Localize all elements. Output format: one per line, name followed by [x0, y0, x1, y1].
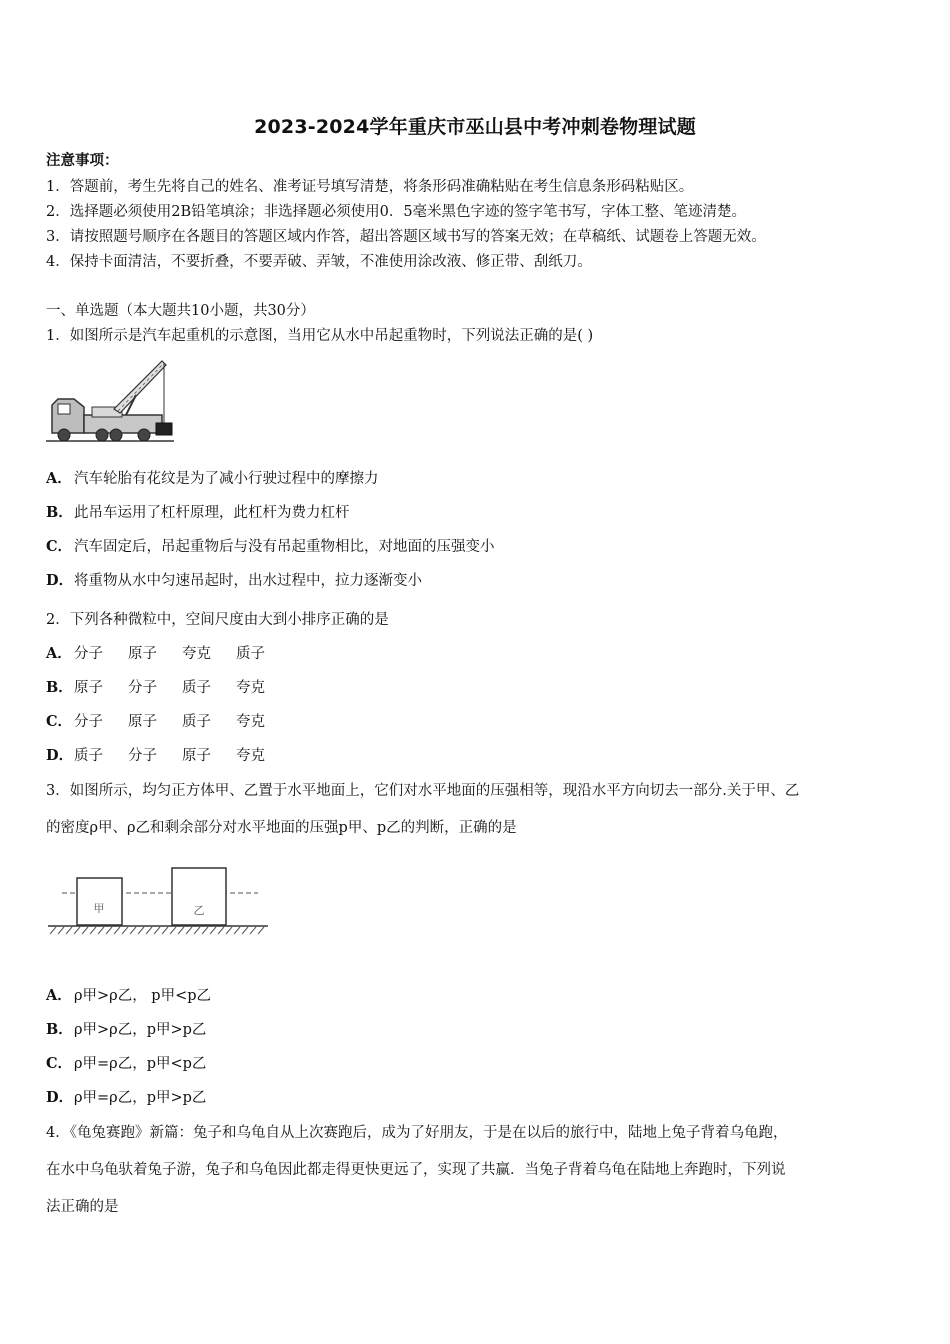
question-3-option-d[interactable] [46, 1088, 206, 1108]
question-2-stem: 2．下列各种微粒中，空间尺度由大到小排序正确的是 [46, 612, 389, 628]
question-4-line-3: 法正确的是 [46, 1199, 119, 1215]
option-item: 分子 [128, 748, 157, 764]
question-3-option-a[interactable] [46, 986, 211, 1006]
option-item: 分子 [74, 646, 103, 662]
option-text: 汽车轮胎有花纹是为了减小行驶过程中的摩擦力 [74, 471, 379, 487]
notice-item: 1．答题前，考生先将自己的姓名、准考证号填写清楚，将条形码准确粘贴在考生信息条形码粘贴区。 [46, 179, 694, 195]
option-key: C． [46, 713, 73, 730]
option-key: C． [46, 1055, 73, 1072]
crane-truck-figure [44, 355, 176, 447]
section-heading: 一、单选题（本大题共10小题，共30分） [46, 303, 315, 319]
option-item: 分子 [74, 714, 103, 730]
option-key: B． [46, 679, 73, 696]
question-1-option-c[interactable] [46, 537, 495, 557]
question-2-option-d[interactable] [46, 746, 290, 766]
option-item: 原子 [74, 680, 103, 696]
question-1-stem: 1．如图所示是汽车起重机的示意图，当用它从水中吊起重物时，下列说法正确的是( ) [46, 328, 594, 344]
option-item: 夸克 [182, 646, 211, 662]
option-item: 质子 [182, 680, 211, 696]
option-item: 原子 [128, 714, 157, 730]
option-text: ρ甲>ρ乙，p甲>p乙 [74, 1022, 207, 1038]
option-item: 夸克 [236, 680, 265, 696]
option-key: D． [46, 572, 74, 589]
option-key: A． [46, 645, 72, 662]
question-2-option-c[interactable] [46, 712, 290, 732]
option-item: 质子 [236, 646, 265, 662]
question-3-stem-line-2: 的密度ρ甲、ρ乙和剩余部分对水平地面的压强p甲、p乙的判断，正确的是 [46, 820, 517, 836]
option-key: D． [46, 1089, 74, 1106]
cubes-figure [46, 862, 272, 938]
question-2-option-b[interactable] [46, 678, 290, 698]
option-key: A． [46, 987, 72, 1004]
option-item: 夸克 [236, 714, 265, 730]
notice-heading: 注意事项： [46, 152, 119, 169]
option-item: 原子 [128, 646, 157, 662]
notice-item: 4．保持卡面清洁，不要折叠，不要弄破、弄皱，不准使用涂改液、修正带、刮纸刀。 [46, 254, 592, 270]
question-1-option-d[interactable] [46, 571, 422, 591]
option-item: 夸克 [236, 748, 265, 764]
cube-label-left: 甲 [93, 902, 105, 915]
option-text: 将重物从水中匀速吊起时，出水过程中，拉力逐渐变小 [74, 573, 422, 589]
question-3-stem-line-1: 3．如图所示，均匀正方体甲、乙置于水平地面上，它们对水平地面的压强相等，现沿水平方向切去一部分.关于甲、乙 [46, 783, 800, 799]
option-text: 此吊车运用了杠杆原理，此杠杆为费力杠杆 [74, 505, 350, 521]
option-text: 汽车固定后，吊起重物后与没有吊起重物相比，对地面的压强变小 [74, 539, 495, 555]
option-key: C． [46, 538, 73, 555]
question-3-option-c[interactable] [46, 1054, 206, 1074]
notice-item: 2．选择题必须使用2B铅笔填涂；非选择题必须使用0．5毫米黑色字迹的签字笔书写，字体工整、笔迹清楚。 [46, 204, 747, 220]
question-3-option-b[interactable] [46, 1020, 206, 1040]
option-key: A． [46, 470, 72, 487]
question-2-option-a[interactable] [46, 644, 290, 664]
notice-item: 3．请按照题号顺序在各题目的答题区域内作答，超出答题区域书写的答案无效；在草稿纸、试题卷上答题无效。 [46, 229, 766, 245]
option-item: 原子 [182, 748, 211, 764]
question-4-line-2: 在水中乌龟驮着兔子游，兔子和乌龟因此都走得更快更远了，实现了共赢．当兔子背着乌龟在陆地上奔跑时，下列说 [46, 1162, 786, 1178]
option-key: B． [46, 1021, 73, 1038]
option-key: D． [46, 747, 74, 764]
option-text: ρ甲=ρ乙，p甲<p乙 [74, 1056, 207, 1072]
question-1-option-a[interactable] [46, 469, 379, 489]
option-item: 分子 [128, 680, 157, 696]
page-title: 2023-2024学年重庆市巫山县中考冲刺卷物理试题 [254, 116, 696, 138]
question-4-line-1: 4．《龟兔赛跑》新篇：兔子和乌龟自从上次赛跑后，成为了好朋友，于是在以后的旅行中，陆地上兔子背着乌龟跑， [46, 1125, 788, 1141]
cube-label-right: 乙 [193, 904, 205, 917]
option-item: 质子 [182, 714, 211, 730]
option-key: B． [46, 504, 73, 521]
question-1-option-b[interactable] [46, 503, 350, 523]
option-text: ρ甲=ρ乙，p甲>p乙 [74, 1090, 207, 1106]
option-text: ρ甲>ρ乙， p甲<p乙 [74, 988, 212, 1004]
option-item: 质子 [74, 748, 103, 764]
